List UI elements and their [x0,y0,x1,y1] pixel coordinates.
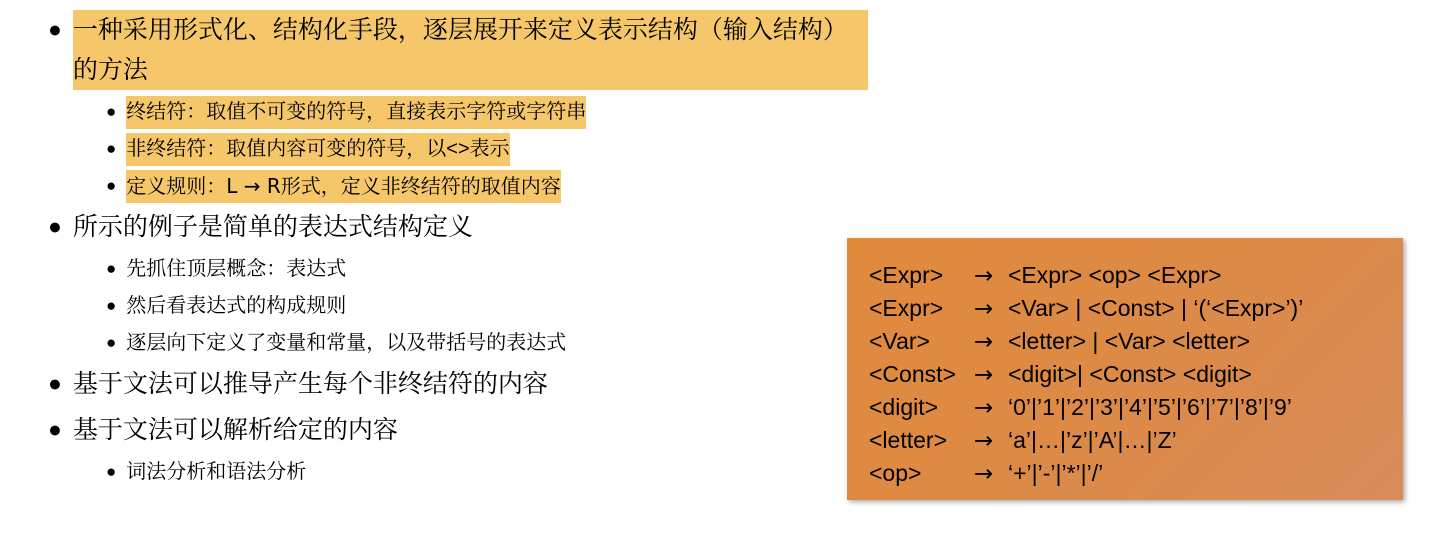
grammar-rule [869,424,1403,457]
bullet-dot-icon: ● [48,370,62,396]
list-item [48,410,868,450]
grammar-rule-lhs: <Const> [869,361,956,387]
list-item [48,364,868,404]
grammar-rule [869,259,1403,292]
list-item [106,253,868,286]
grammar-rule [869,391,1403,424]
bullet-dot-icon: ● [106,259,117,278]
arrow-icon: → [974,461,994,487]
list-item-text: 先抓住顶层概念：表达式 [126,258,347,280]
grammar-rule-rhs: ‘+’|’-’|’*’|’/’ [1008,460,1104,486]
list-item-text: 所示的例子是简单的表达式结构定义 [72,213,473,241]
bullet-dot-icon: ● [106,102,117,121]
grammar-rule-rhs: <digit>| <Const> <digit> [1008,361,1252,387]
grammar-rule-rhs: ‘a’|…|’z’|’A’|…|’Z’ [1008,427,1177,453]
list-item [106,456,868,489]
grammar-rule-lhs: <Var> [869,328,930,354]
arrow-icon: → [974,395,994,421]
list-item-text: 终结符：取值不可变的符号，直接表示字符或字符串 [126,96,586,129]
grammar-rule-rhs: ‘0’|’1’|’2’|’3’|’4’|’5’|’6’|’7’|’8’|’9’ [1008,394,1292,420]
bullet-dot-icon: ● [48,213,62,239]
list-item-text: 基于文法可以推导产生每个非终结符的内容 [72,370,548,398]
list-item [106,96,868,129]
grammar-rule-lhs: <op> [869,460,922,486]
list-item-text: 逐层向下定义了变量和常量，以及带括号的表达式 [126,332,567,354]
arrow-icon: → [974,362,994,388]
grammar-rule [869,292,1403,325]
bullet-dot-icon: ● [106,139,117,158]
grammar-rule-rhs: <Expr> <op> <Expr> [1008,262,1222,288]
grammar-rule [869,457,1403,490]
grammar-rule-rhs: <letter> | <Var> <letter> [1008,328,1251,354]
list-item-text: 基于文法可以解析给定的内容 [72,416,398,444]
arrow-icon: → [974,428,994,454]
bullet-dot-icon: ● [106,296,117,315]
bullet-dot-icon: ● [106,333,117,352]
list-item [48,10,868,90]
list-item [106,170,868,203]
grammar-rule-lhs: <letter> [869,427,947,453]
list-item-text: 定义规则：L → R形式，定义非终结符的取值内容 [126,170,561,203]
bullet-dot-icon: ● [106,462,117,481]
bullet-dot-icon: ● [48,16,62,42]
list-item [106,290,868,323]
grammar-rule-lhs: <Expr> [869,295,944,321]
bullet-dot-icon: ● [48,416,62,442]
arrow-icon: → [974,296,994,322]
list-item [106,327,868,360]
list-item [106,133,868,166]
list-item-text: 然后看表达式的构成规则 [126,295,347,317]
list-item-text: 词法分析和语法分析 [126,461,307,483]
grammar-rule [869,325,1403,358]
grammar-rule-lhs: <Expr> [869,262,944,288]
arrow-icon: → [974,263,994,289]
grammar-rule [869,358,1403,391]
bullet-dot-icon: ● [106,176,117,195]
grammar-rule-lhs: <digit> [869,394,939,420]
arrow-icon: → [974,329,994,355]
bullet-outline [48,10,868,493]
list-item-text: 非终结符：取值内容可变的符号，以<>表示 [126,133,509,166]
list-item [48,207,868,247]
grammar-rules-box [847,238,1403,500]
grammar-rule-rhs: <Var> | <Const> | ‘(‘<Expr>’)’ [1008,295,1304,321]
list-item-text: 一种采用形式化、结构化手段，逐层展开来定义表示结构（输入结构）的方法 [73,10,868,90]
